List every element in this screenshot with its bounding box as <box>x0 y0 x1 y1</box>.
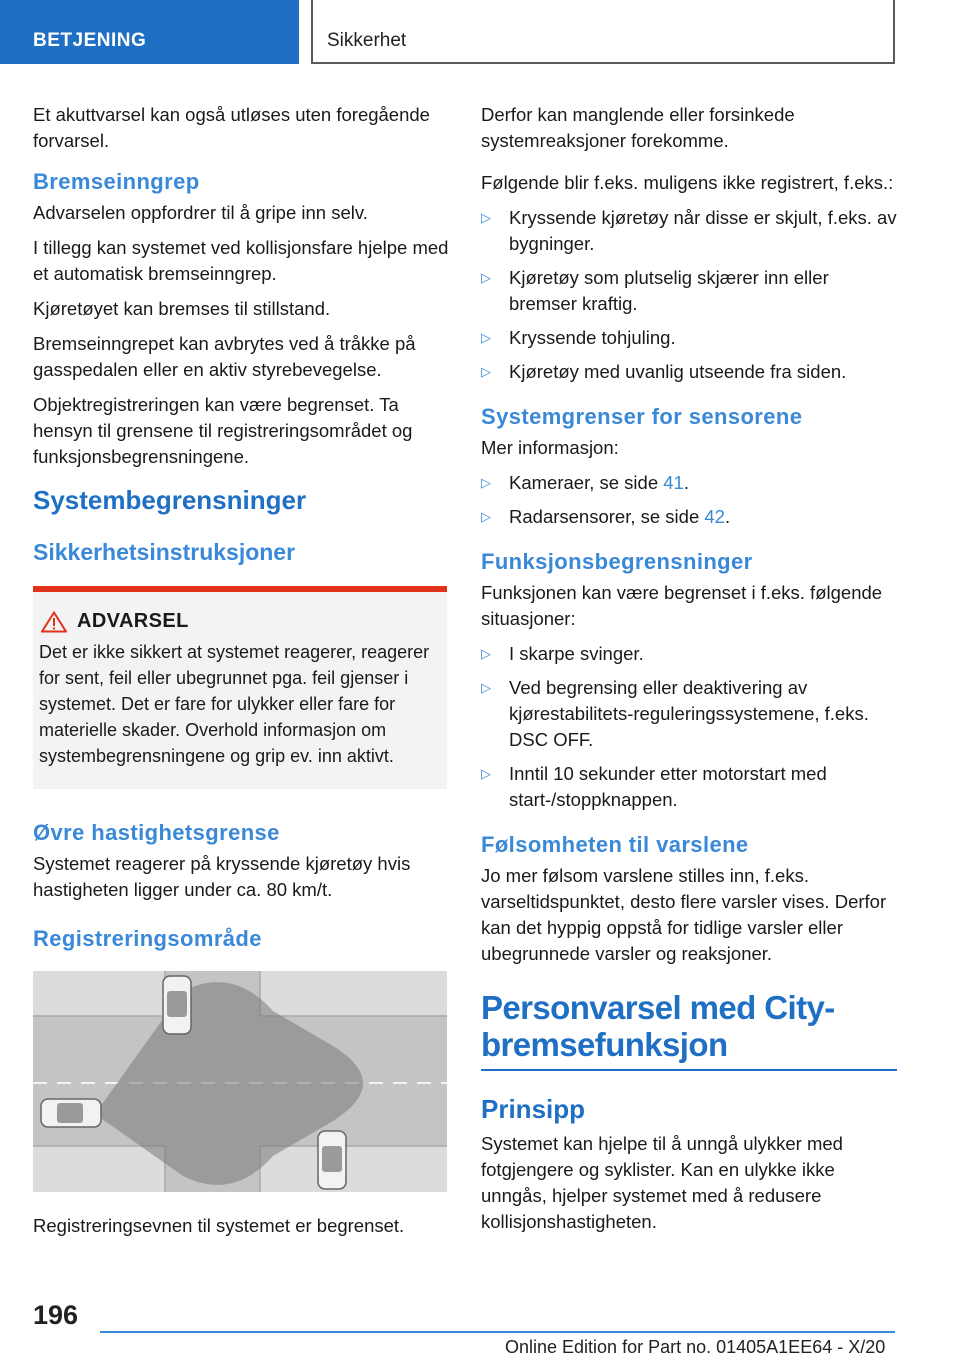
right-column <box>481 102 897 1244</box>
intro-paragraph: Et akuttvarsel kan også utløses uten foregående forvarsel. <box>33 104 430 151</box>
bullet-triangle-icon: ▷ <box>481 330 491 345</box>
ovre-hastighetsgrense-heading: Øvre hastighetsgrense <box>33 820 280 845</box>
list-item: ▷ Radarsensorer, se side 42. <box>481 504 897 530</box>
car-bottom <box>318 1131 346 1189</box>
page-link-42[interactable]: 42 <box>704 506 725 527</box>
folsomhet-heading: Følsomheten til varslene <box>481 832 749 857</box>
footer-edition: Online Edition for Part no. 01405A1EE64 - X/20 <box>505 1337 886 1357</box>
list-item: ▷ Ved begrensing eller deaktivering av kjørestabilitets-reguleringssystemene, f.eks. DSC OFF. <box>481 677 869 750</box>
bullet-triangle-icon: ▷ <box>481 680 491 695</box>
sensor-list <box>481 470 897 530</box>
detection-area-figure <box>33 971 447 1192</box>
warning-title: ADVARSEL <box>77 610 189 632</box>
prinsipp-text: Systemet kan hjelpe til å unngå ulykker med fotgjengere og syklister. Kan en ulykke ikke unngås, hjelper systemet med å redusere kollisjonshastigheten. <box>481 1133 843 1232</box>
sensor-intro: Mer informasjon: <box>481 437 619 458</box>
list-item: ▷ Kjøretøy som plutselig skjærer inn eller bremser kraftig. <box>481 267 829 314</box>
list-item: ▷ Kryssende kjøretøy når disse er skjult, f.eks. av bygninger. <box>481 207 897 254</box>
list-item: ▷ Kameraer, se side 41. <box>481 470 897 496</box>
folsomhet-text: Jo mer følsom varslene stilles inn, f.eks. varseltidspunktet, desto flere varsler vises. Derfor kan det hyppig oppstå for tidlige varsler eller ubegrunnede varsler og reaksjoner. <box>481 865 887 964</box>
list-item: ▷ Inntil 10 sekunder etter motorstart med start-/stoppknappen. <box>481 763 827 810</box>
list-item: ▷ Kryssende tohjuling. <box>481 325 897 351</box>
car-left <box>41 1099 101 1127</box>
funk-intro: Funksjonen kan være begrenset i f.eks. følgende situasjoner: <box>481 582 883 629</box>
header-chapter-label: Sikkerhet <box>327 30 407 51</box>
bullet-triangle-icon: ▷ <box>481 766 491 781</box>
warning-text: Det er ikke sikkert at systemet reagerer, reagerer for sent, feil eller ubegrunnet pga. feil gjenser i systemet. Det er fare for ulykker eller fare for materielle skader. Overhold informasjon om systembegrensningene og grip ev. inn aktivt. <box>39 642 430 766</box>
bremse-paragraph-2: I tillegg kan systemet ved kollisjonsfare hjelpe med et automatisk bremseinngrep. <box>33 237 449 284</box>
bullet-triangle-icon: ▷ <box>481 270 491 285</box>
right-paragraph-2: Følgende blir f.eks. muligens ikke registrert, f.eks.: <box>481 172 894 193</box>
bullet-triangle-icon: ▷ <box>481 646 491 661</box>
systembegrensninger-heading: Systembegrensninger <box>33 485 307 515</box>
warning-title-row <box>39 610 441 633</box>
bullet-triangle-icon: ▷ <box>481 509 491 524</box>
bullet-triangle-icon: ▷ <box>481 210 491 225</box>
not-registered-list <box>481 205 897 385</box>
bremse-paragraph-3: Kjøretøyet kan bremses til stillstand. <box>33 298 331 319</box>
figure-caption: Registreringsevnen til systemet er begrenset. <box>33 1215 405 1236</box>
warning-triangle-icon <box>41 611 67 633</box>
header-chapter-tab <box>311 0 895 64</box>
bullet-triangle-icon: ▷ <box>481 475 491 490</box>
bremseinngrep-heading: Bremseinngrep <box>33 169 200 194</box>
sensor-limits-heading: Systemgrenser for sensorene <box>481 404 803 429</box>
personvarsel-heading: Personvarsel med City-bremsefunksjon <box>481 989 897 1071</box>
bremse-paragraph-1: Advarselen oppfordrer til å gripe inn selv. <box>33 202 368 223</box>
bremse-paragraph-4: Bremseinngrepet kan avbrytes ved å tråkke på gasspedalen eller en aktiv styrebevegelse. <box>33 333 416 380</box>
ovre-hastighetsgrense-text: Systemet reagerer på kryssende kjøretøy hvis hastigheten ligger under ca. 80 km/t. <box>33 853 411 900</box>
registreringsomrade-heading: Registreringsområde <box>33 926 262 951</box>
right-paragraph-1: Derfor kan manglende eller forsinkede systemreaksjoner forekomme. <box>481 104 795 151</box>
bremse-paragraph-5: Objektregistreringen kan være begrenset. Ta hensyn til grensene til registreringsområdet og funksjonsbegrensningene. <box>33 394 413 467</box>
warning-box <box>33 586 447 789</box>
list-item: ▷ Kjøretøy med uvanlig utseende fra siden. <box>481 359 897 385</box>
footer-rule <box>100 1331 895 1333</box>
header-section-tab <box>0 0 299 64</box>
header-section-label: BETJENING <box>33 30 147 51</box>
page-link-41[interactable]: 41 <box>663 472 684 493</box>
page-number: 196 <box>33 1300 79 1330</box>
bullet-triangle-icon: ▷ <box>481 364 491 379</box>
function-limits-list <box>481 641 897 813</box>
car-top <box>163 976 191 1034</box>
list-item: ▷ I skarpe svinger. <box>481 641 897 667</box>
funksjonsbegrensninger-heading: Funksjonsbegrensninger <box>481 549 753 574</box>
prinsipp-heading: Prinsipp <box>481 1094 586 1124</box>
sikkerhetsinstruksjoner-heading: Sikkerhetsinstruksjoner <box>33 539 296 565</box>
left-column <box>33 102 449 1248</box>
